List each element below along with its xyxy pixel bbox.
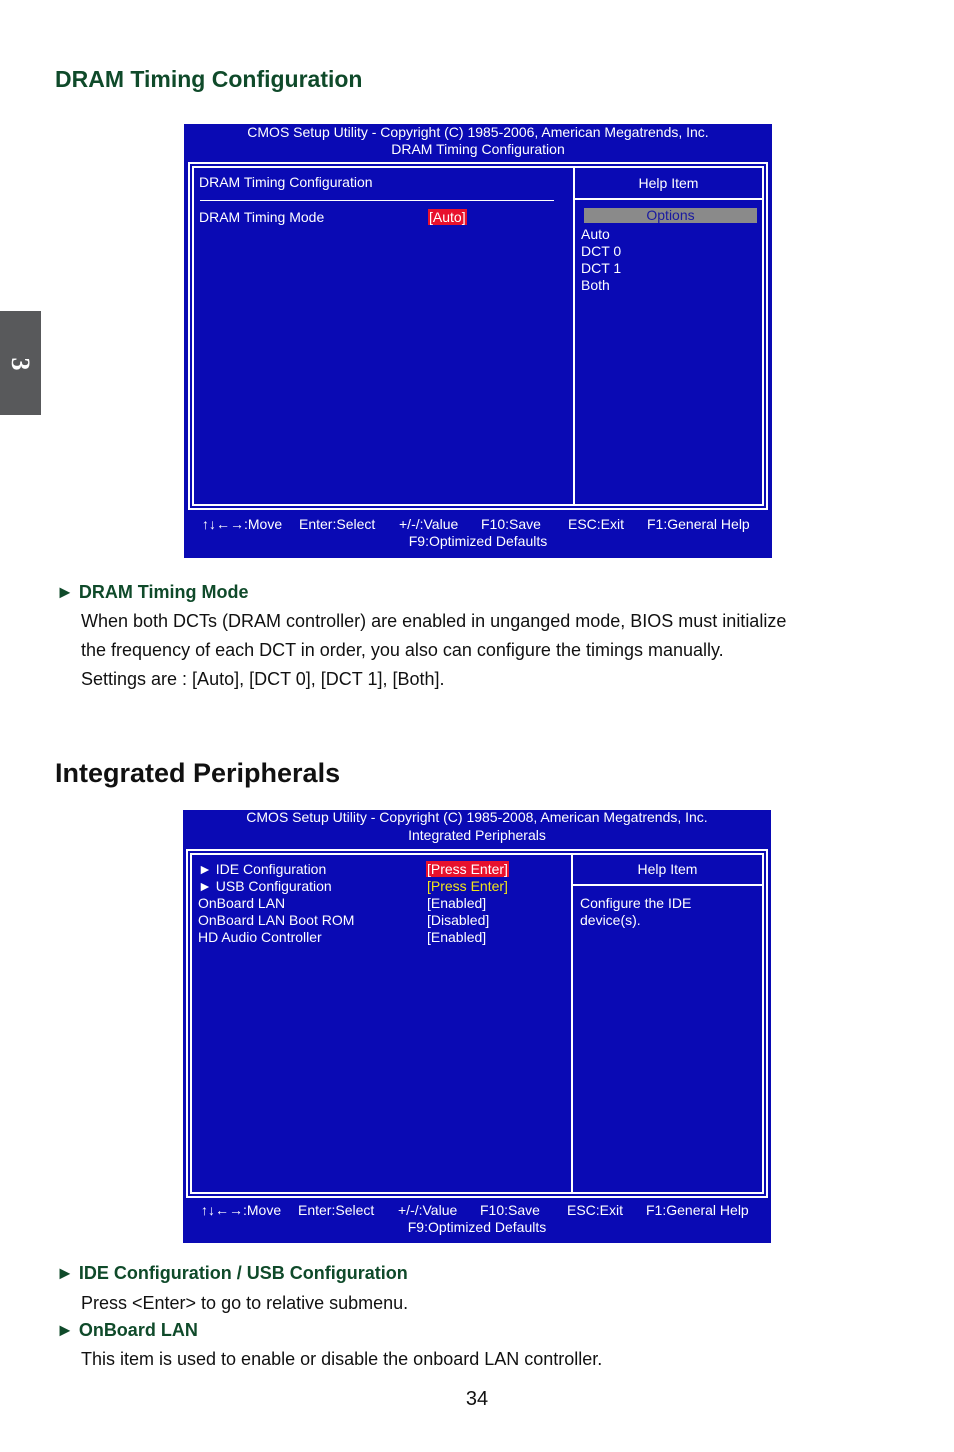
para-line-1: When both DCTs (DRAM controller) are enabled in unganged mode, BIOS must initialize	[81, 611, 787, 631]
item-ide-configuration-value[interactable]: [Press Enter]	[427, 861, 508, 877]
dram-mode-description	[81, 607, 786, 694]
item-usb-configuration-value[interactable]: [Press Enter]	[427, 878, 508, 894]
help-divider	[575, 198, 762, 200]
footer-defaults: F9:Optimized Defaults	[408, 533, 548, 549]
footer-save: F10:Save	[481, 516, 541, 532]
footer-exit: ESC:Exit	[568, 516, 625, 532]
footer-help: F1:General Help	[646, 1202, 749, 1218]
footer-select: Enter:Select	[299, 516, 376, 532]
bios-header-line1: CMOS Setup Utility - Copyright (C) 1985-2008, American Megatrends, Inc.	[246, 809, 708, 825]
item-hd-audio-controller-value[interactable]: [Enabled]	[427, 929, 487, 945]
dram-timing-mode-value[interactable]: [Auto]	[429, 209, 466, 225]
left-title-underline	[200, 200, 554, 201]
help-text-line2: device(s).	[580, 912, 641, 928]
option-both[interactable]: Both	[581, 277, 610, 293]
item-usb-configuration[interactable]: ► USB Configuration	[198, 878, 332, 894]
footer-exit: ESC:Exit	[567, 1202, 624, 1218]
para-line-2: the frequency of each DCT in order, you also can configure the timings manually.	[81, 640, 724, 660]
section-title-dram: DRAM Timing Configuration	[55, 66, 363, 92]
bios-divider	[571, 853, 573, 1194]
bios-left-title: DRAM Timing Configuration	[199, 174, 373, 190]
footer-save: F10:Save	[480, 1202, 540, 1218]
footer-defaults: F9:Optimized Defaults	[407, 1219, 547, 1235]
item-onboard-lan-boot-rom-value[interactable]: [Disabled]	[427, 912, 490, 928]
item-onboard-lan-boot-rom[interactable]: OnBoard LAN Boot ROM	[198, 912, 355, 928]
footer-help: F1:General Help	[647, 516, 750, 532]
item-hd-audio-controller[interactable]: HD Audio Controller	[198, 929, 322, 945]
sub-heading-ide-usb: ► IDE Configuration / USB Configuration	[56, 1263, 408, 1283]
footer-select: Enter:Select	[298, 1202, 375, 1218]
bios-screen-peripherals	[183, 810, 771, 1243]
chapter-number: 3	[6, 357, 35, 371]
ide-usb-description: Press <Enter> to go to relative submenu.	[81, 1293, 409, 1313]
sub-heading-onboard-lan: ► OnBoard LAN	[56, 1320, 198, 1340]
dram-timing-mode-label[interactable]: DRAM Timing Mode	[199, 209, 325, 225]
bios-divider	[573, 166, 575, 506]
onboard-lan-description: This item is used to enable or disable the onboard LAN controller.	[81, 1349, 603, 1369]
options-bar: Options	[584, 208, 757, 223]
sub-heading-dram-mode: ► DRAM Timing Mode	[56, 582, 249, 602]
footer-move: ↑↓←→:Move	[202, 516, 283, 532]
help-divider	[573, 884, 762, 886]
option-dct1[interactable]: DCT 1	[581, 260, 622, 276]
help-text-line1: Configure the IDE	[580, 895, 692, 911]
help-item-title: Help Item	[638, 175, 699, 191]
help-item-title: Help Item	[637, 861, 698, 877]
footer-value: +/-/:Value	[399, 516, 459, 532]
bios-screen-dram	[184, 124, 772, 558]
footer-value: +/-/:Value	[398, 1202, 458, 1218]
option-dct0[interactable]: DCT 0	[581, 243, 622, 259]
item-onboard-lan[interactable]: OnBoard LAN	[198, 895, 286, 911]
item-onboard-lan-value[interactable]: [Enabled]	[427, 895, 487, 911]
footer-move: ↑↓←→:Move	[201, 1202, 282, 1218]
section-title-peripherals: Integrated Peripherals	[55, 758, 341, 788]
option-auto[interactable]: Auto	[581, 226, 610, 242]
page-number: 34	[465, 1388, 489, 1410]
para-line-3: Settings are : [Auto], [DCT 0], [DCT 1], [Both].	[81, 669, 445, 689]
bios-header-line2: DRAM Timing Configuration	[391, 141, 565, 157]
bios-header-line1: CMOS Setup Utility - Copyright (C) 1985-2006, American Megatrends, Inc.	[247, 124, 709, 140]
chapter-tab	[0, 311, 41, 415]
bios-header-line2: Integrated Peripherals	[408, 827, 546, 843]
item-ide-configuration[interactable]: ► IDE Configuration	[198, 861, 327, 877]
